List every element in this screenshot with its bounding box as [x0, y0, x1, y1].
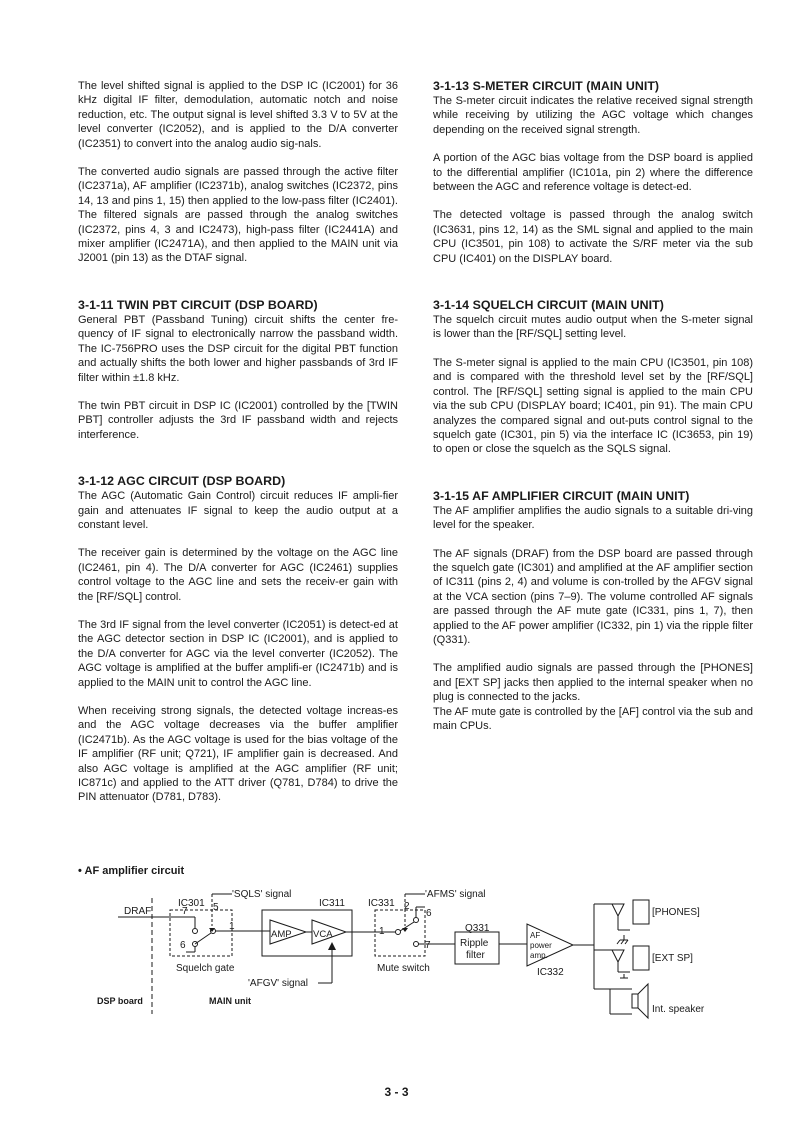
label-pin2: 2 — [404, 901, 410, 912]
af-amplifier-circuit-diagram — [0, 880, 793, 1040]
paragraph: The AF mute gate is controlled by the [AF] control via the sub and main CPUs. — [433, 705, 753, 732]
paragraph: The squelch circuit mutes audio output when the S-meter signal is lower than the [RF/SQL] setting level. — [433, 314, 753, 341]
paragraph: The AGC (Automatic Gain Control) circuit reduces IF ampli-fier gain and attenuates IF signal to keep the audio output at a constant level. — [78, 490, 398, 531]
label-vca: VCA — [313, 929, 333, 940]
section-heading-agc: 3-1-12 AGC CIRCUIT (DSP BOARD) — [78, 474, 286, 489]
label-main-unit: MAIN unit — [209, 996, 251, 1006]
label-ic331: IC331 — [368, 898, 395, 909]
label-amp: AMP — [271, 929, 292, 940]
label-dsp-board: DSP board — [97, 996, 143, 1006]
label-draf: DRAF — [124, 906, 152, 917]
label-ripple: Ripple — [460, 938, 489, 949]
label-mute-switch: Mute switch — [377, 963, 430, 974]
label-af: AF — [530, 931, 541, 940]
label-pin6b: 6 — [426, 908, 432, 919]
label-amp-dot: amp. — [530, 951, 548, 960]
label-pin5: 5 — [213, 902, 219, 913]
squelch-switch-blade — [195, 933, 211, 944]
label-ic311: IC311 — [319, 898, 345, 909]
paragraph: The AF amplifier amplifies the audio signals to a suitable dri-ving level for the speaker. — [433, 504, 753, 532]
label-ext-sp: [EXT SP] — [652, 953, 693, 964]
paragraph: The S-meter signal is applied to the main CPU (IC3501, pin 108) and is compared with the threshold level set by the [RF/SQL] control. The [RF/SQL] setting signal is applied to the main CPU via the sub CPU (DISPLAY board; IC401, pin 91). The main CPU analyzes the compared signal and out-puts control signal to the squelch gate (IC301, pin 5) via the interface IC (IC3653, pin 19) to open or close the squelch as the SQLS signal. — [433, 356, 753, 456]
phones-jack-contact — [612, 904, 624, 916]
label-ic301: IC301 — [178, 898, 205, 909]
label-sqls: 'SQLS' signal — [232, 889, 292, 900]
label-afms: 'AFMS' signal — [425, 889, 486, 900]
paragraph: A portion of the AGC bias voltage from the DSP board is applied to the differential amplifier (IC101a, pin 2) where the difference between the AGC and reference voltage is detect-ed. — [433, 152, 753, 194]
right-column — [433, 79, 753, 747]
section-heading-twin-pbt: 3-1-11 TWIN PBT CIRCUIT (DSP BOARD) — [78, 297, 318, 312]
ext-sp-jack — [633, 946, 649, 970]
paragraph: The detected voltage is passed through the analog switch (IC3631, pins 12, 14) as the SML signal and applied to the main CPU (IC3501, pin 108) to activate the S/RF meter via the sub CPU (IC401) on the DISPLAY board. — [433, 209, 753, 265]
label-int-speaker: Int. speaker — [652, 1004, 705, 1015]
mute-switch-blade — [400, 922, 414, 931]
label-phones: [PHONES] — [652, 907, 700, 918]
paragraph: When receiving strong signals, the detected voltage increas-es and the AGC voltage decreases via the buffer amplifier (IC2471b). As the AGC voltage is used for the bias voltage of the IF amplifier (RF unit; Q721), IF amplifier gain is decreased. And also AGC voltage is amplified at the AGC amplifier (RF unit; IC871c) and applied to the ATT driver (Q781, D784) to drive the PIN attenuator (D781, D783). — [78, 705, 398, 804]
label-power: power — [530, 941, 552, 950]
paragraph: The amplified audio signals are passed through the [PHONES] and [EXT SP] jacks then applied to the internal speaker when no plug is connected to the jacks. — [433, 662, 753, 704]
paragraph: The receiver gain is determined by the voltage on the AGC line (IC2461, pin 4). The D/A converter for AGC (IC2461) supplies control voltage to the AGC line and sets the receiv-er gain with the [RF/SQL] control. — [78, 547, 398, 603]
label-filter: filter — [466, 950, 485, 961]
phones-jack — [633, 900, 649, 924]
section-heading-af-amplifier: 3-1-15 AF AMPLIFIER CIRCUIT (MAIN UNIT) — [433, 488, 690, 503]
section-heading-smeter: 3-1-13 S-METER CIRCUIT (MAIN UNIT) — [433, 79, 660, 93]
paragraph: The twin PBT circuit in DSP IC (IC2001) controlled by the [TWIN PBT] controller adjusts the 3rd IF passband width and rejects interference. — [78, 399, 398, 441]
page-number: 3 - 3 — [384, 1085, 409, 1099]
ext-sp-jack-contact — [612, 950, 624, 962]
label-pin7a: 7 — [182, 906, 188, 917]
label-squelch-gate: Squelch gate — [176, 963, 235, 974]
paragraph: The level shifted signal is applied to the DSP IC (IC2001) for 36 kHz digital IF filter, demodulation, automatic notch and noise reduction, etc. The output signal is level shifted 3.3 V to 5V at the level converter (IC2052), and is applied to the D/A converter (IC2351) to convert into the analog audio sig-nals. — [78, 80, 398, 150]
paragraph: The S-meter circuit indicates the relative received signal strength while receiving by utilizing the AGC voltage which changes depending on the received signal strength. — [433, 95, 753, 136]
label-afgv: 'AFGV' signal — [248, 978, 308, 989]
label-q331: Q331 — [465, 923, 490, 934]
label-pin6a: 6 — [180, 940, 186, 951]
paragraph: The 3rd IF signal from the level converter (IC2051) is detect-ed at the AGC detector section in DSP IC (IC2001), and is applied to the D/A converter for AGC via the level converter (IC2052). The AGC voltage is amplified at the buffer amplifi-er (IC2471b) and is applied to the MAIN unit to control the AGC line. — [78, 618, 398, 689]
label-pin1b: 1 — [379, 926, 385, 937]
paragraph: General PBT (Passband Tuning) circuit shifts the center fre-quency of IF signal to electronically narrow the passband width. The IC-756PRO uses the DSP circuit for the digital PBT function and actually shifts the both lower and higher passbands of 3rd IF filter within ±1.8 kHz. — [78, 313, 398, 384]
paragraph: The converted audio signals are passed through the active filter (IC2371a), AF amplifier (IC2371b), analog switches (IC2372, pins 14, 13 and pins 1, 15) then applied to the low-pass filter (IC2401). The filtered signals are passed through the analog switches (IC2372, pins 4, 3 and IC2473), high-pass filter (IC2441A) and mixer amplifier (IC2471A), and then applied to the MAIN unit via J2001 (pin 13) as the DTAF signal. — [78, 166, 398, 265]
label-ic332: IC332 — [537, 967, 564, 978]
label-pin7b: 7 — [425, 940, 431, 951]
left-column — [78, 79, 398, 819]
speaker-cone-icon — [638, 984, 648, 1018]
section-heading-squelch: 3-1-14 SQUELCH CIRCUIT (MAIN UNIT) — [433, 298, 664, 313]
paragraph: The AF signals (DRAF) from the DSP board are passed through the squelch gate (IC301) and amplified at the AF amplifier section of IC311 (pins 2, 4) and volume is con-trolled by the AFGV signal at the VCA section (pins 7–9). The volume controlled AF signals are passed through the AF mute gate (IC331, pins 1, 7), then applied to the AF power amplifier (IC332, pin 1) via the ripple filter (Q331). — [433, 547, 753, 646]
figure-title: • AF amplifier circuit — [78, 865, 185, 877]
label-pin1a: 1 — [229, 921, 235, 932]
speaker-icon — [632, 994, 638, 1008]
